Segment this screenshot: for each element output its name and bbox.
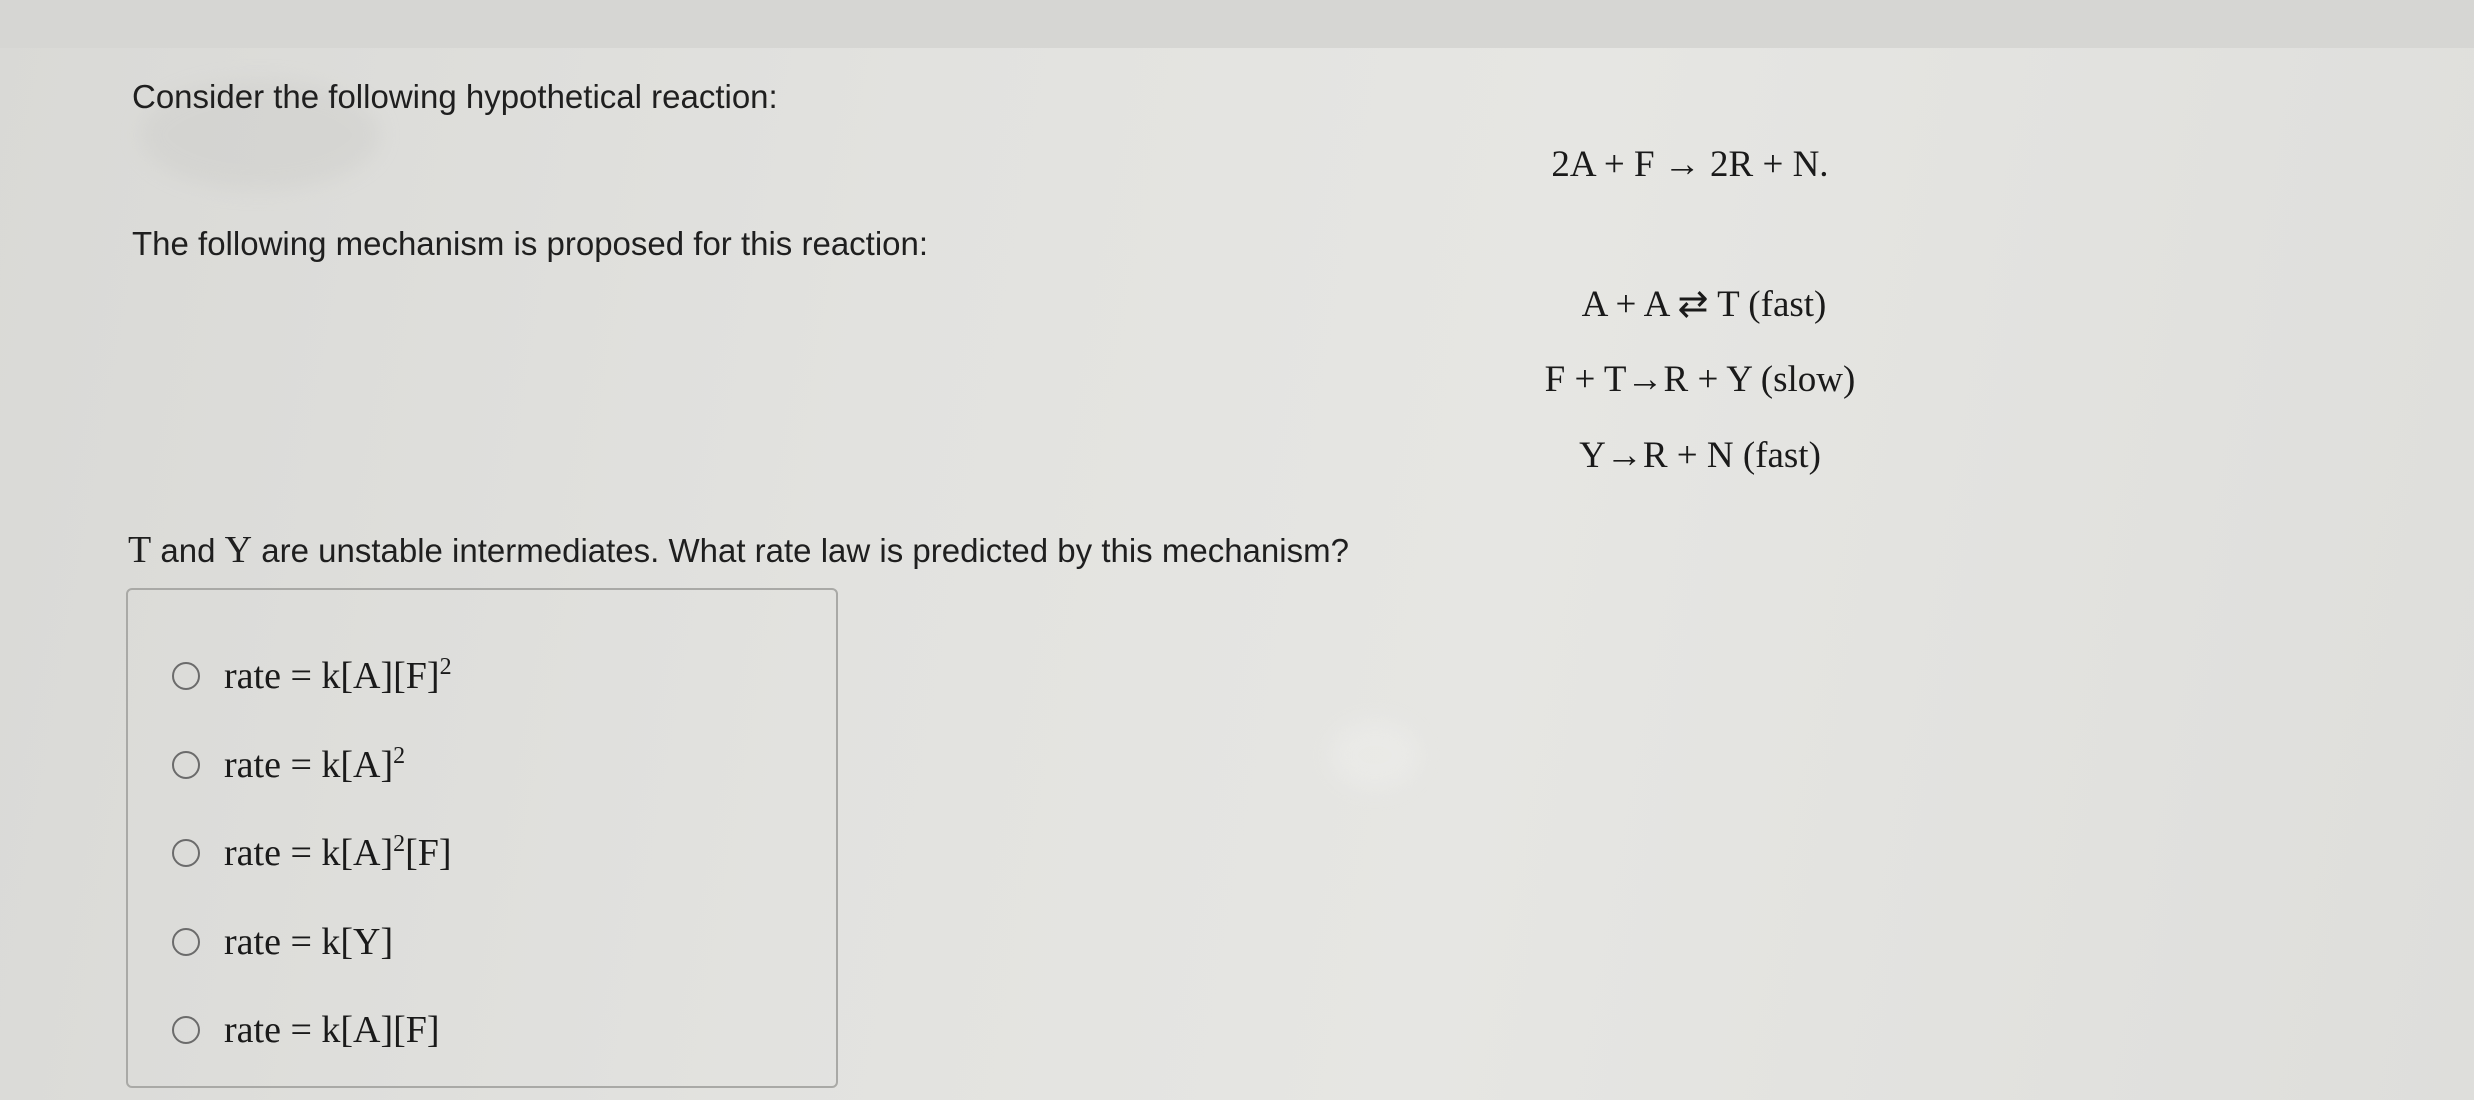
answer-option-4[interactable] [128,912,828,972]
top-band [0,0,2474,48]
overall-reaction: 2A + F → 2R + N. [1551,144,1829,185]
mechanism-step-2: F + T→R + Y (slow) [1544,359,1856,400]
radio-button[interactable] [172,928,200,956]
radio-button[interactable] [172,662,200,690]
answer-option-3[interactable] [128,823,828,883]
question-var-y: Y [224,529,253,571]
option-label: rate = k[A][F] [224,1009,440,1051]
intro-text: Consider the following hypothetical reaction: [132,78,778,115]
radio-button[interactable] [172,751,200,779]
question-and: and [160,532,216,569]
answer-option-5[interactable] [128,1000,828,1060]
question-text [128,528,1349,572]
mechanism-intro-text: The following mechanism is proposed for this reaction: [132,225,929,262]
radio-button[interactable] [172,839,200,867]
option-label: rate = k[Y] [224,921,394,963]
answer-option-1[interactable] [128,646,828,706]
mechanism-step-3: Y→R + N (fast) [1579,435,1821,476]
mechanism-step-1: A + A ⇄ T (fast) [1581,284,1827,325]
option-label: rate = $k[A][F]^2$ [224,654,452,697]
question-rest: are unstable intermediates. What rate law is predicted by this mechanism? [261,532,1349,569]
option-label: rate = $k[A]^2$ [224,743,406,786]
option-label: rate = $k[A]^2[F]$ [224,831,452,874]
question-var-t: T [128,529,152,571]
answer-options-box [126,588,838,1088]
radio-button[interactable] [172,1016,200,1044]
answer-option-2[interactable] [128,735,828,795]
photo-smudge [1330,720,1420,790]
